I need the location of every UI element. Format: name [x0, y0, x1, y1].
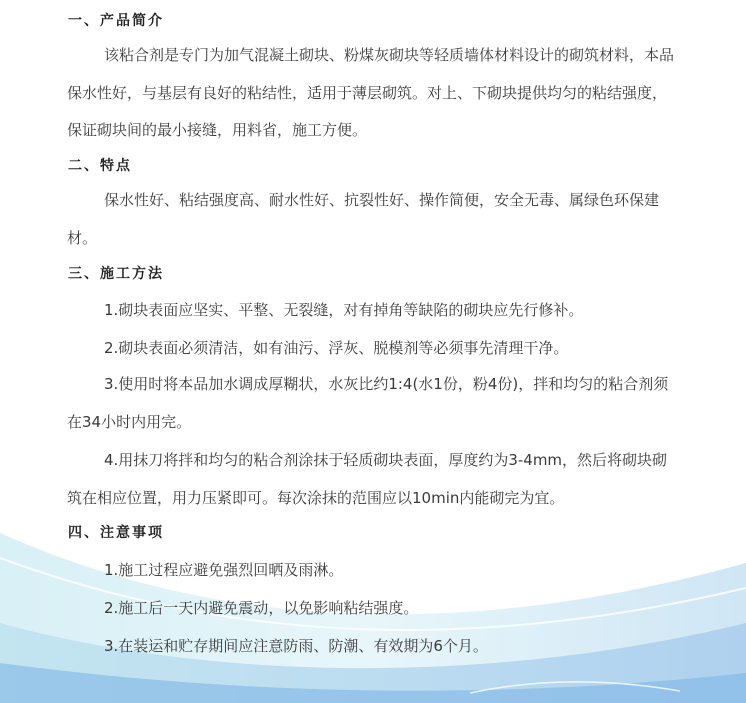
precaution-item-1: 1.施工过程应避免强烈回晒及雨淋。	[104, 561, 344, 579]
method-step-4: 4.用抹刀将拌和均匀的粘合剂涂抹于轻质砌块表面，厚度约为3-4mm，然后将砌块砌筑在相应位置，用力压紧即可。每次涂抹的范围应以10min内能砌完为宜。	[67, 451, 668, 507]
method-step-2: 2.砌块表面必须清洁，如有油污、浮灰、脱模剂等必须事先清理干净。	[104, 339, 569, 357]
section-heading-precautions: 四、注意事项	[68, 525, 164, 541]
method-step-1: 1.砌块表面应坚实、平整、无裂缝，对有掉角等缺陷的砌块应先行修补。	[104, 301, 584, 319]
precaution-item-3: 3.在装运和贮存期间应注意防雨、防潮、有效期为6个月。	[104, 637, 488, 655]
section-heading-features: 二、特点	[68, 158, 132, 174]
features-paragraph: 保水性好、粘结强度高、耐水性好、抗裂性好、操作简便，安全无毒、属绿色环保建材。	[67, 191, 660, 247]
product-intro-paragraph: 该粘合剂是专门为加气混凝土砌块、粉煤灰砌块等轻质墙体材料设计的砌筑材料，本品保水性好，与基层有良好的粘结性，适用于薄层砌筑。对上、下砌块提供均匀的粘结强度，保证砌块间的最小接缝，用料省，施工方便。	[67, 46, 675, 139]
method-step-3: 3.使用时将本品加水调成厚糊状，水灰比约1:4(水1份，粉4份)，拌和均匀的粘合剂须在34小时内用完。	[67, 375, 669, 431]
section-heading-product-intro: 一、产品简介	[68, 13, 164, 29]
precaution-item-2: 2.施工后一天内避免震动，以免影响粘结强度。	[104, 599, 419, 617]
section-heading-construction-method: 三、施工方法	[68, 266, 164, 282]
